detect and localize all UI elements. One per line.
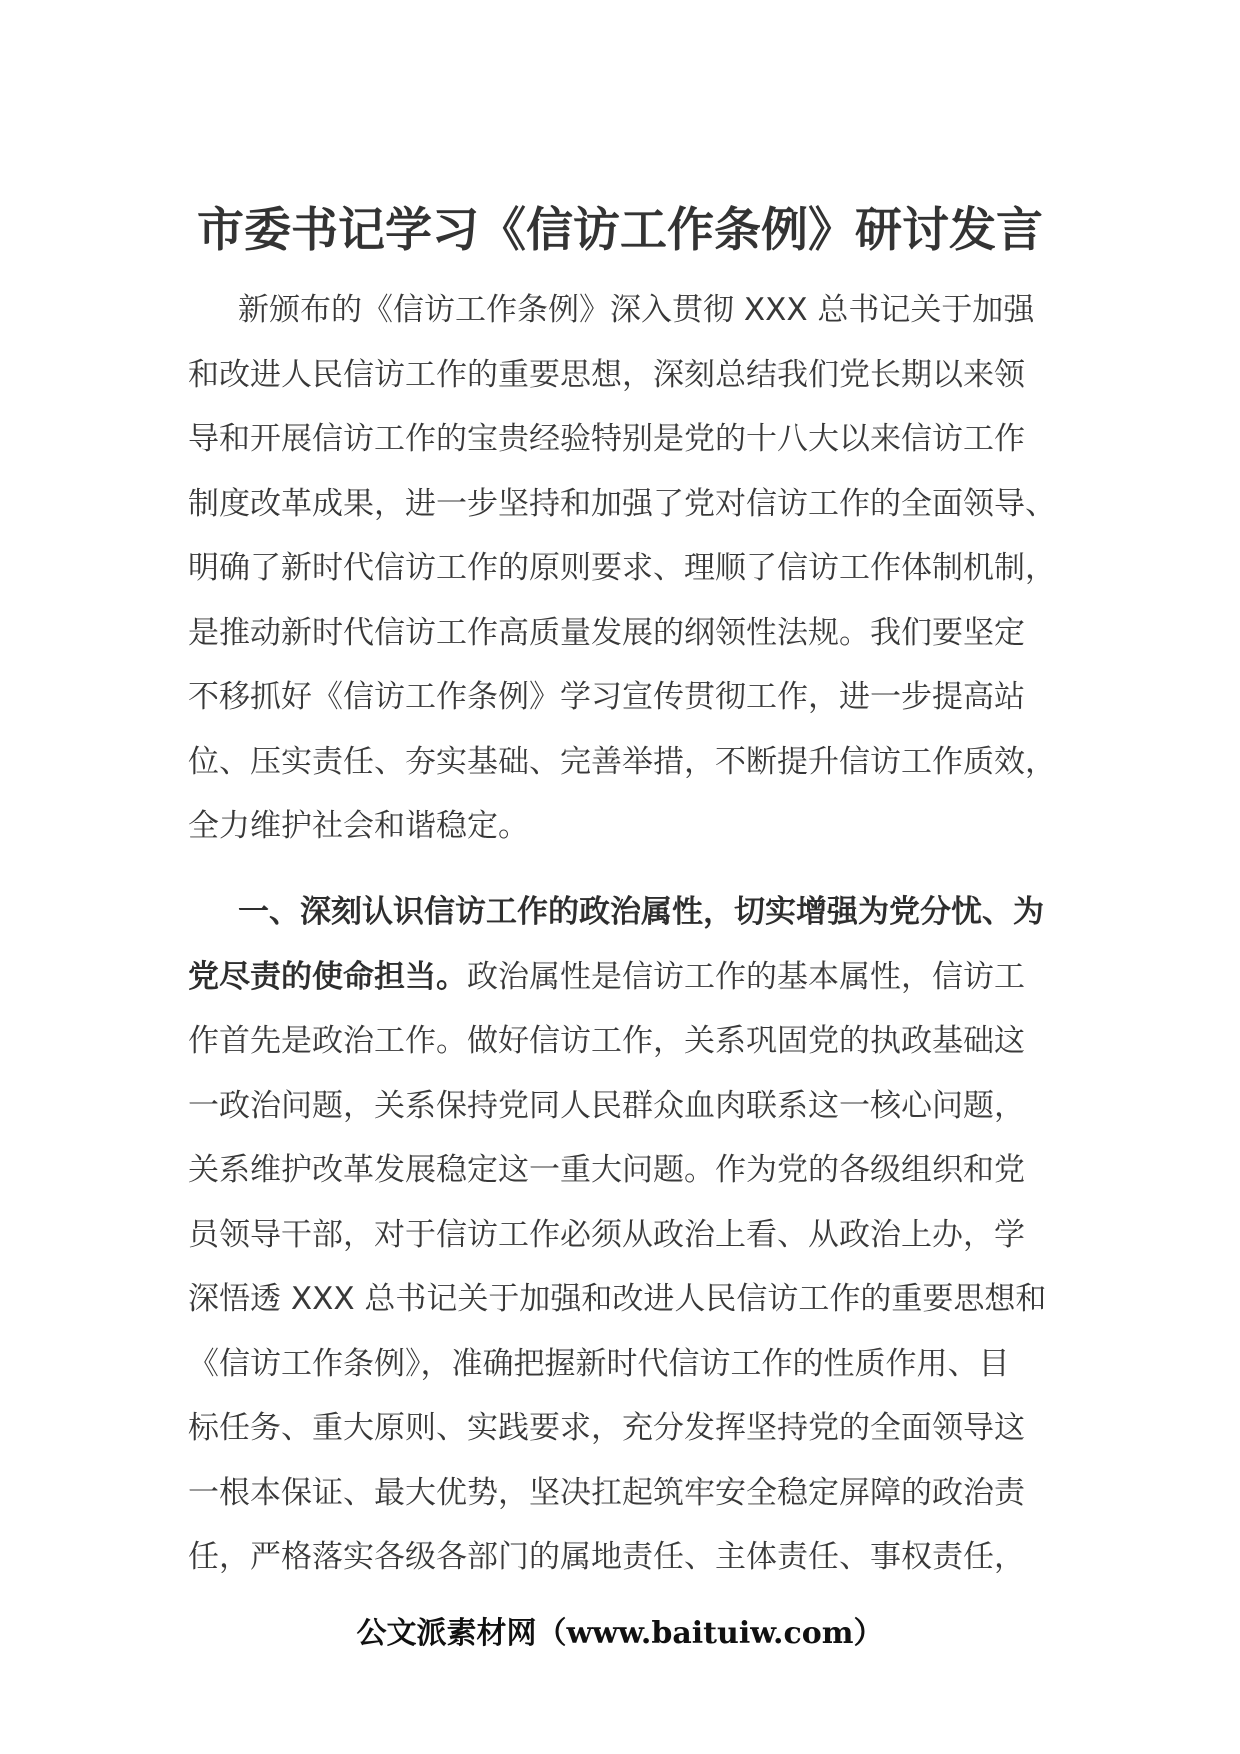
paragraph-line <box>188 945 1092 1010</box>
paragraph-line: 导和开展信访工作的宝贵经验特别是党的十八大以来信访工作 <box>188 421 1025 457</box>
paragraph-line: 标任务、重大原则、实践要求，充分发挥坚持党的全面领导这 <box>188 1410 1025 1446</box>
paragraph-line: 明确了新时代信访工作的原则要求、理顺了信访工作体制机制， <box>188 550 1056 586</box>
paragraph-line: 一根本保证、最大优势，坚决扛起筑牢安全稳定屏障的政治责 <box>188 1474 1025 1511</box>
paragraph-line: 和改进人民信访工作的重要思想，深刻总结我们党长期以来领 <box>188 356 1025 393</box>
section-heading-end: 党尽责的使命担当。 <box>188 958 467 995</box>
paragraph-line: 是推动新时代信访工作高质量发展的纲领性法规。我们要坚定 <box>188 614 1025 651</box>
paragraph-line: 《信访工作条例》，准确把握新时代信访工作的性质作用、目 <box>188 1345 1010 1382</box>
paragraph-line: 作首先是政治工作。做好信访工作，关系巩固党的执政基础这 <box>188 1023 1025 1059</box>
paragraph-line: 关系维护改革发展稳定这一重大问题。作为党的各级组织和党 <box>188 1152 1025 1188</box>
document-title: 市委书记学习《信访工作条例》研讨发言 <box>197 203 1043 258</box>
paragraph-line: 位、压实责任、夯实基础、完善举措，不断提升信访工作质效， <box>188 743 1056 780</box>
paragraph-line: 不移抓好《信访工作条例》学习宣传贯彻工作，进一步提高站 <box>188 679 1025 715</box>
paragraph-line: 员领导干部，对于信访工作必须从政治上看、从政治上办，学 <box>188 1216 1025 1253</box>
paragraph-line: 任，严格落实各级各部门的属地责任、主体责任、事权责任， <box>188 1539 1025 1575</box>
section-1-paragraph <box>188 880 1092 1590</box>
paragraph-line: 全力维护社会和谐稳定。 <box>188 808 529 844</box>
paragraph-line: 新颁布的《信访工作条例》深入贯彻 XXX 总书记关于加强 <box>238 292 1035 328</box>
section-text: 政治属性是信访工作的基本属性，信访工 <box>467 958 1025 995</box>
paragraph-line: 深悟透 XXX 总书记关于加强和改进人民信访工作的重要思想和 <box>188 1281 1047 1317</box>
intro-paragraph <box>188 278 1092 859</box>
section-heading: 一、深刻认识信访工作的政治属性，切实增强为党分忧、为 <box>238 894 1044 930</box>
paragraph-line: 制度改革成果，进一步坚持和加强了党对信访工作的全面领导、 <box>188 485 1056 522</box>
footer-watermark: 公文派素材网（www.baituiw.com） <box>356 1616 884 1651</box>
paragraph-line: 一政治问题，关系保持党同人民群众血肉联系这一核心问题， <box>188 1087 1025 1124</box>
